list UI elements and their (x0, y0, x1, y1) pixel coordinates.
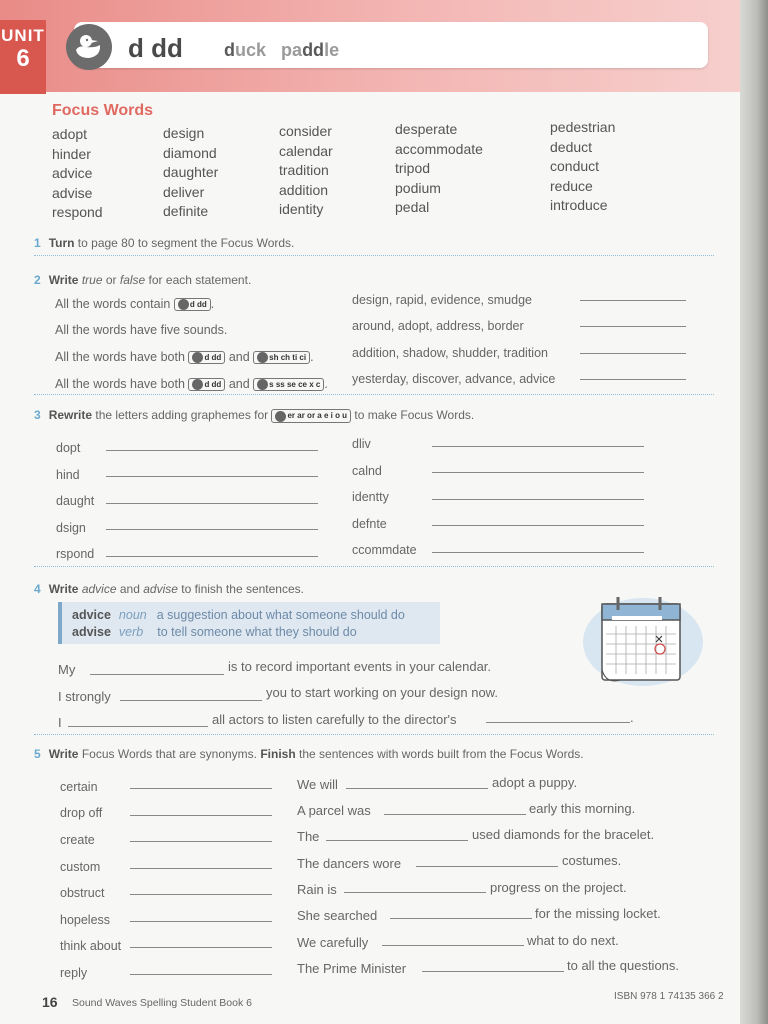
focus-word: introduce (550, 197, 608, 213)
word-fragment: ccommdate (352, 543, 417, 557)
focus-word: reduce (550, 177, 593, 194)
title-word-duck-focus: d (224, 40, 235, 60)
statement-end: . (310, 350, 314, 364)
answer-line[interactable] (432, 552, 644, 553)
answer-line[interactable] (432, 499, 644, 500)
statement-end: . (210, 297, 215, 311)
synonym-word: create (60, 833, 95, 847)
definition-word: advise (72, 625, 111, 639)
statement-2: All the words have five sounds. (55, 323, 228, 337)
word-fragment: calnd (352, 464, 382, 478)
sentence-start: Rain is (297, 882, 337, 897)
answer-line[interactable] (486, 722, 630, 723)
word-fragment: rspond (56, 547, 95, 561)
unit-label: UNIT (1, 26, 45, 45)
instruction-text: or (102, 273, 120, 287)
book-title: Sound Waves Spelling Student Book 6 (72, 997, 252, 1009)
focus-words-column-2 (163, 124, 218, 222)
statement-3 (55, 350, 314, 364)
statement-text: All the words have both (55, 377, 185, 391)
instruction-text: to make Focus Words. (351, 408, 475, 422)
word-fragment: dopt (56, 441, 81, 455)
focus-word: advice (52, 165, 93, 181)
answer-line[interactable] (432, 446, 644, 447)
duck-icon (66, 24, 112, 70)
answer-line[interactable] (580, 379, 686, 380)
sentence-1-end: is to record important events in your calendar. (228, 659, 492, 674)
answer-line[interactable] (130, 815, 272, 816)
sentence-3-start: I (58, 715, 62, 730)
section-divider (34, 394, 714, 395)
grapheme-chip (188, 378, 225, 391)
chip-text: d dd (204, 353, 222, 362)
instruction-verb: Write (48, 582, 79, 596)
schwa-icon (275, 411, 286, 422)
focus-word: podium (395, 179, 441, 196)
focus-word: desperate (395, 121, 458, 137)
grapheme-chip (174, 298, 211, 311)
focus-word: conduct (550, 158, 600, 174)
ship-icon (257, 352, 268, 363)
focus-word: deduct (550, 138, 593, 155)
definition-text: a suggestion about what someone should do (156, 608, 405, 622)
focus-words-column-1 (52, 125, 103, 223)
definition-row (72, 625, 357, 639)
focus-words-title: Focus Words (52, 102, 154, 119)
instruction-text: for each statement. (145, 273, 252, 287)
answer-line[interactable] (346, 788, 488, 789)
section-5-instruction (34, 747, 714, 761)
sentence-start: The (297, 829, 320, 844)
synonym-word: drop off (60, 806, 103, 820)
answer-line[interactable] (68, 726, 208, 727)
snake-icon (257, 379, 268, 390)
answer-line[interactable] (120, 700, 262, 701)
answer-line[interactable] (130, 974, 272, 975)
instruction-verb: Finish (260, 747, 296, 761)
synonym-word: hopeless (60, 913, 111, 927)
focus-word: consider (279, 123, 332, 139)
word-fragment: dsign (56, 521, 86, 535)
focus-word: daughter (163, 164, 219, 180)
answer-line[interactable] (130, 894, 272, 895)
word-set-3: addition, shadow, shudder, tradition (352, 346, 548, 360)
instruction-text: to finish the sentences. (177, 582, 304, 596)
chip-text: er ar or a e i o u (287, 411, 348, 421)
page-number: 16 (42, 994, 58, 1010)
answer-line[interactable] (384, 814, 526, 815)
answer-line[interactable] (580, 353, 686, 354)
sentence-start: The dancers wore (297, 856, 402, 871)
section-divider (34, 566, 714, 567)
answer-line[interactable] (422, 971, 564, 972)
instruction-italic: advise (143, 582, 178, 596)
word-fragment: dliv (352, 437, 371, 451)
statement-text: All the words have both (55, 350, 185, 364)
synonym-word: reply (60, 966, 88, 980)
instruction-verb: Write (48, 747, 79, 761)
chip-text: d dd (189, 300, 207, 309)
instruction-text: to page 80 to segment the Focus Words. (74, 236, 295, 250)
instruction-italic: true (81, 273, 103, 287)
focus-words-column-3 (279, 122, 333, 220)
focus-word: deliver (163, 183, 205, 200)
instruction-italic: advice (81, 582, 117, 596)
sentence-start: We will (297, 777, 338, 792)
focus-word: respond (52, 204, 103, 220)
focus-word: diamond (163, 144, 217, 161)
answer-line[interactable] (432, 525, 644, 526)
sentence-2-end: you to start working on your design now. (266, 685, 498, 700)
answer-line[interactable] (106, 556, 318, 557)
grapheme-chip (253, 351, 310, 364)
word-set-4: yesterday, discover, advance, advice (352, 372, 556, 386)
focus-word: accommodate (395, 140, 483, 157)
answer-line[interactable] (432, 472, 644, 473)
answer-line[interactable] (580, 326, 686, 327)
answer-line[interactable] (382, 945, 524, 946)
answer-line[interactable] (390, 918, 532, 919)
synonym-word: certain (60, 780, 98, 794)
sentence-end: early this morning. (529, 801, 636, 816)
definition-pos: verb (118, 625, 144, 639)
word-fragment: defnte (352, 517, 387, 531)
answer-line[interactable] (130, 947, 272, 948)
focus-word: pedestrian (550, 119, 616, 135)
sentence-start: She searched (297, 908, 378, 923)
focus-word: definite (163, 203, 209, 219)
answer-line[interactable] (106, 476, 318, 477)
duck-icon (178, 299, 189, 310)
sentence-start: The Prime Minister (297, 961, 407, 976)
calendar-icon (580, 592, 706, 690)
definition-text: to tell someone what they should do (157, 625, 357, 639)
statement-text: All the words contain (55, 297, 171, 311)
sentence-end: adopt a puppy. (492, 775, 578, 790)
duck-icon (192, 352, 203, 363)
focus-word: pedal (395, 199, 430, 215)
sentence-1-start: My (58, 662, 76, 677)
title-word-paddle-end: le (324, 40, 340, 60)
section-number: 2 (34, 273, 41, 287)
statement-and: and (228, 377, 250, 391)
section-number: 5 (34, 747, 41, 761)
title-word-duck-rest: uck (235, 40, 267, 60)
focus-word: tradition (279, 162, 329, 178)
book-spine (740, 0, 768, 1024)
section-2-instruction (34, 273, 714, 287)
word-fragment: identty (352, 490, 389, 504)
definition-row (72, 608, 405, 622)
title-graphemes: d dd (128, 33, 183, 63)
instruction-text: and (116, 582, 144, 596)
word-fragment: daught (56, 494, 95, 508)
sentence-end: what to do next. (527, 933, 619, 948)
sentence-3-end: . (630, 710, 634, 725)
sentence-end: used diamonds for the bracelet. (472, 827, 655, 842)
statement-4 (55, 377, 328, 391)
statement-1 (55, 297, 214, 311)
focus-word: identity (279, 201, 324, 217)
section-1-instruction (34, 236, 714, 250)
answer-line[interactable] (90, 674, 224, 675)
sentence-end: costumes. (562, 853, 622, 868)
definition-pos: noun (118, 608, 147, 622)
synonym-word: think about (60, 939, 122, 953)
section-divider (34, 255, 714, 256)
unit-number: 6 (16, 45, 30, 72)
instruction-text: the letters adding graphemes for (92, 408, 272, 422)
definition-word: advice (72, 608, 111, 622)
section-number: 4 (34, 582, 41, 596)
word-set-1: design, rapid, evidence, smudge (352, 293, 532, 307)
focus-word: addition (279, 181, 329, 198)
section-number: 3 (34, 408, 41, 422)
sentence-end: progress on the project. (490, 880, 627, 895)
instruction-text: Focus Words that are synonyms. (78, 747, 261, 761)
grapheme-chip (188, 351, 225, 364)
answer-line[interactable] (106, 450, 318, 451)
answer-line[interactable] (344, 892, 486, 893)
answer-line[interactable] (326, 840, 468, 841)
sentence-end: for the missing locket. (535, 906, 661, 921)
statement-and: and (228, 350, 250, 364)
title-words (224, 40, 339, 61)
isbn: ISBN 978 1 74135 366 2 (614, 991, 724, 1002)
sentence-start: A parcel was (297, 803, 371, 818)
focus-word: advise (52, 184, 93, 201)
chip-text: sh ch ti ci (269, 353, 307, 362)
answer-line[interactable] (106, 503, 318, 504)
focus-word: adopt (52, 126, 88, 142)
instruction-text: the sentences with words built from the Focus Words. (295, 747, 584, 761)
definition-box (58, 602, 440, 644)
unit-tab (0, 20, 46, 94)
synonym-word: custom (60, 860, 101, 874)
focus-word: calendar (279, 142, 333, 159)
sentence-start: We carefully (297, 935, 369, 950)
word-fragment: hind (56, 468, 80, 482)
focus-word: hinder (52, 145, 91, 162)
section-divider (34, 734, 714, 735)
grapheme-chip (253, 378, 324, 391)
instruction-verb: Write (48, 273, 79, 287)
word-set-2: around, adopt, address, border (352, 319, 524, 333)
sentence-2-start: I strongly (58, 689, 111, 704)
instruction-verb: Rewrite (48, 408, 93, 422)
answer-line[interactable] (130, 921, 272, 922)
duck-icon (192, 379, 203, 390)
answer-line[interactable] (130, 841, 272, 842)
focus-word: tripod (395, 160, 431, 176)
answer-line[interactable] (106, 529, 318, 530)
focus-words-column-5 (550, 118, 615, 216)
sentence-3-middle: all actors to listen carefully to the director's (212, 712, 457, 727)
focus-word: design (163, 125, 205, 141)
answer-line[interactable] (580, 300, 686, 301)
section-number: 1 (34, 236, 41, 250)
answer-line[interactable] (130, 788, 272, 789)
grapheme-chip (271, 409, 351, 422)
chip-text: d dd (204, 380, 222, 389)
section-3-instruction (34, 408, 714, 423)
title-word-paddle-start: pa (281, 40, 303, 60)
answer-line[interactable] (416, 866, 558, 867)
instruction-italic: false (119, 273, 146, 287)
title-word-paddle-focus: dd (302, 40, 325, 60)
statement-end: . (324, 377, 328, 391)
sentence-end: to all the questions. (567, 958, 680, 973)
synonym-word: obstruct (60, 886, 105, 900)
chip-text: s ss se ce x c (269, 380, 321, 389)
focus-words-column-4 (395, 120, 483, 218)
instruction-verb: Turn (48, 236, 75, 250)
answer-line[interactable] (130, 868, 272, 869)
